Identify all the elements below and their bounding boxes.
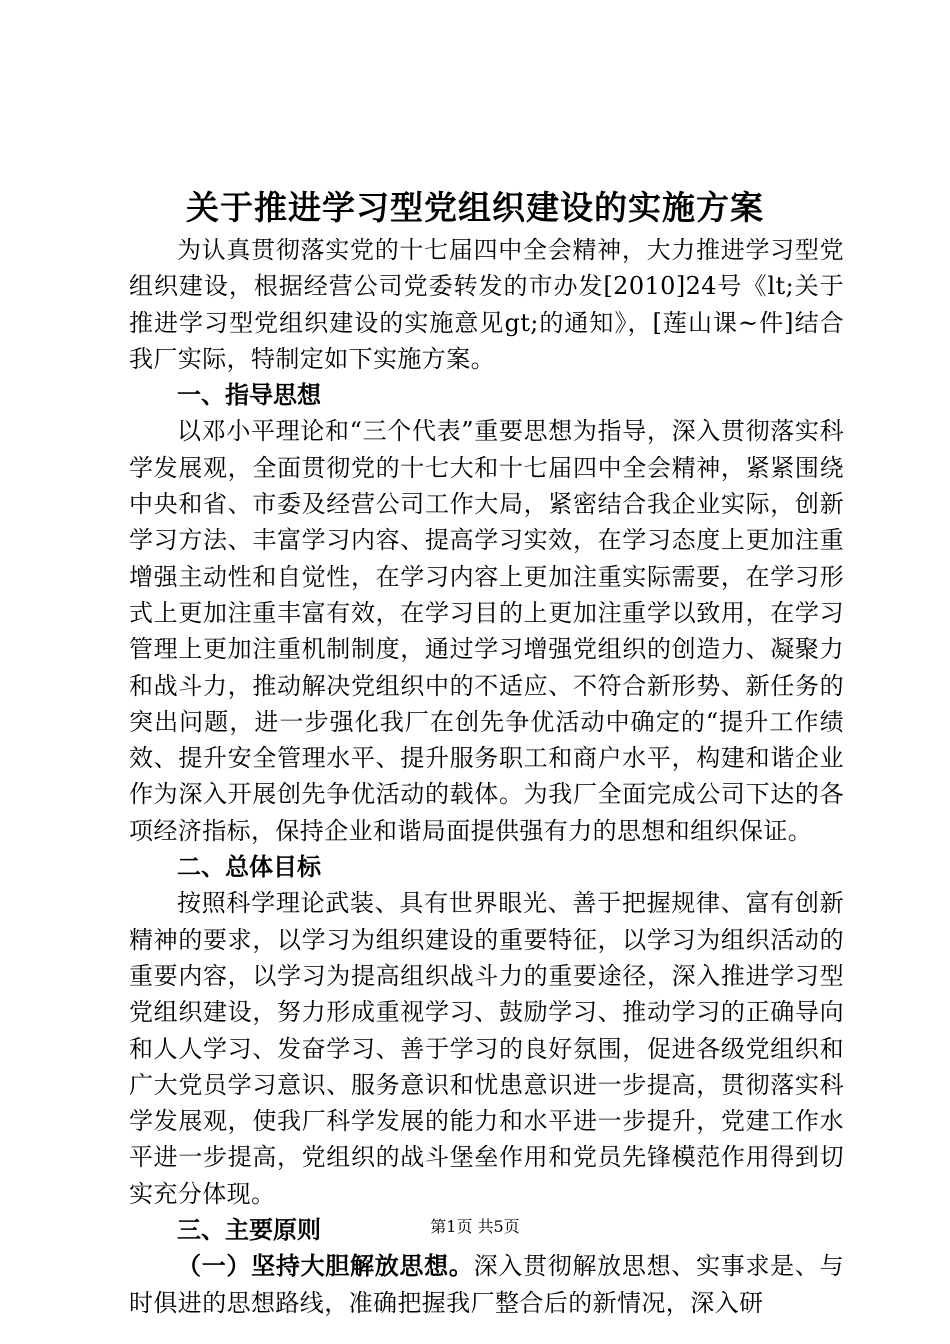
principle-lead: （一）坚持大胆解放思想。: [177, 1252, 474, 1281]
page-footer: 第1页 共5页: [430, 1217, 520, 1236]
document-body: [129, 232, 844, 1321]
section-heading-guiding-thought: 一、指导思想: [177, 381, 321, 410]
document-title: 关于推进学习型党组织建设的实施方案: [186, 188, 764, 227]
section-paragraph-main-principles: [129, 1248, 844, 1321]
section-heading-main-principles: 三、主要原则: [177, 1216, 321, 1245]
principle-text: 深入贯彻解放思想、实事求是、与时俱进的思想路线，准确把握我厂整合后的新情况，深入研: [129, 1252, 844, 1317]
intro-paragraph: 为认真贯彻落实党的十七届四中全会精神，大力推进学习型党组织建设，根据经营公司党委转发的市办发[2010]24号《lt;关于推进学习型党组织建设的实施意见gt;的通知》，[莲山课~件]结合我厂实际，特制定如下实施方案。: [129, 236, 844, 373]
section-heading-overall-goal: 二、总体目标: [177, 853, 321, 882]
section-paragraph-guiding-thought: 以邓小平理论和“三个代表”重要思想为指导，深入贯彻落实科学发展观，全面贯彻党的十七大和十七届四中全会精神，紧紧围绕中央和省、市委及经营公司工作大局，紧密结合我企业实际，创新学习方法、丰富学习内容、提高学习实效，在学习态度上更加注重增强主动性和自觉性，在学习内容上更加注重实际需要，在学习形式上更加注重丰富有效，在学习目的上更加注重学以致用，在学习管理上更加注重机制制度，通过学习增强党组织的创造力、凝聚力和战斗力，推动解决党组织中的不适应、不符合新形势、新任务的突出问题，进一步强化我厂在创先争优活动中确定的“提升工作绩效、提升安全管理水平、提升服务职工和商户水平，构建和谐企业作为深入开展创先争优活动的载体。为我厂全面完成公司下达的各项经济指标，保持企业和谐局面提供强有力的思想和组织保证。: [129, 417, 844, 845]
section-paragraph-overall-goal: 按照科学理论武装、具有世界眼光、善于把握规律、富有创新精神的要求，以学习为组织建设的重要特征，以学习为组织活动的重要内容，以学习为提高组织战斗力的重要途径，深入推进学习型党组织建设，努力形成重视学习、鼓励学习、推动学习的正确导向和人人学习、发奋学习、善于学习的良好氛围，促进各级党组织和广大党员学习意识、服务意识和忧患意识进一步提高，贯彻落实科学发展观，使我厂科学发展的能力和水平进一步提升，党建工作水平进一步提高，党组织的战斗堡垒作用和党员先锋模范作用得到切实充分体现。: [129, 889, 844, 1208]
